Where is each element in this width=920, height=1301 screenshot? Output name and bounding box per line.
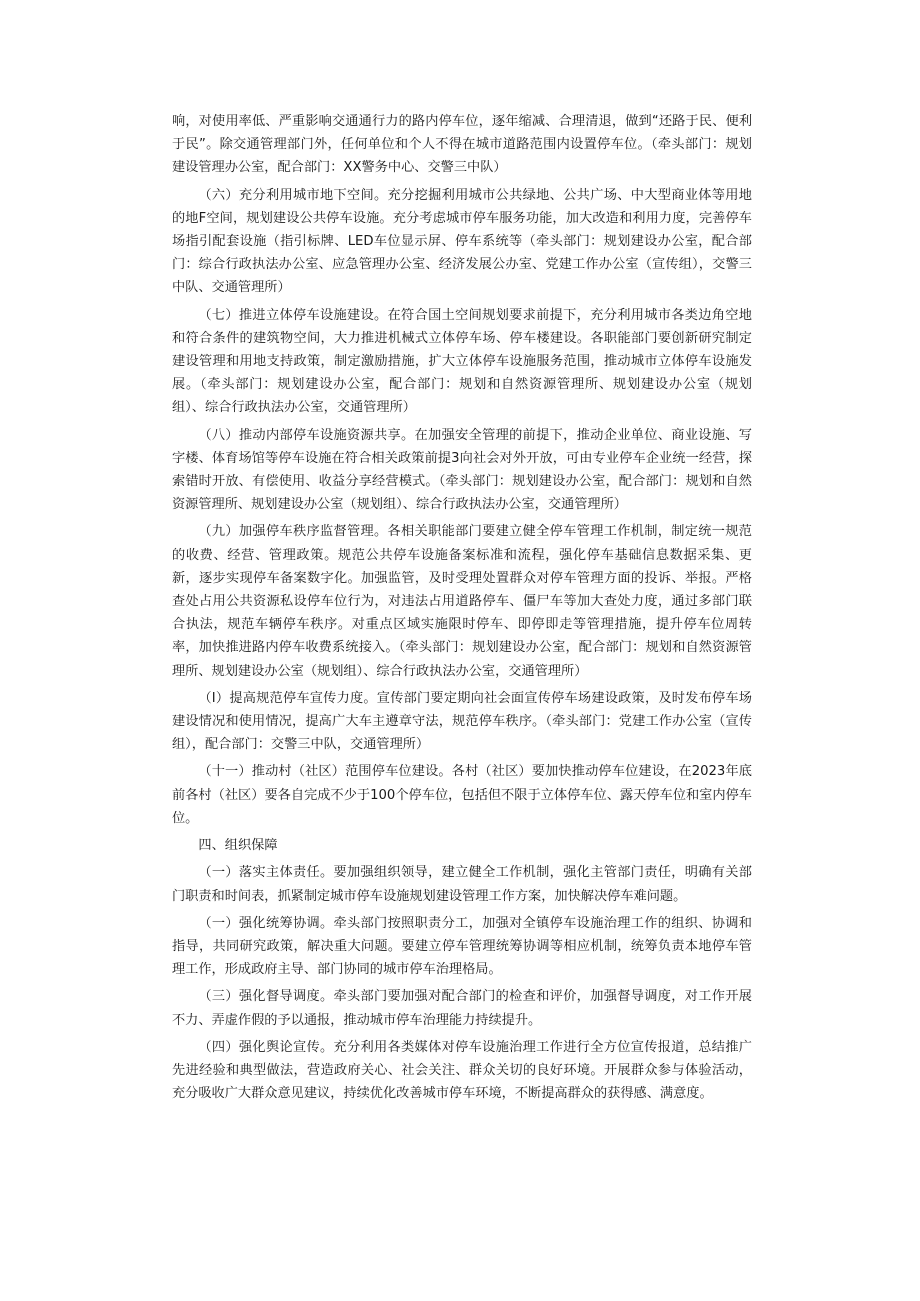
paragraph-item-10: （I）提高规范停车宣传力度。宣传部门要定期向社会面宣传停车场建设政策，及时发布停车场建设情况和使用情况，提高广大车主遵章守法，规范停车秩序。（牵头部门：党建工作办公室（宣传组），配合部门：交警三中队，交通管理所） [172,690,752,753]
paragraph-item-7: （七）推进立体停车设施建设。在符合国土空间规划要求前提下，充分利用城市各类边角空地和符合条件的建筑物空间，大力推进机械式立体停车场、停车楼建设。各职能部门要创新研究制定建设管理和用地支持政策，制定激励措施，扩大立体停车设施服务范围，推动城市立体停车设施发展。（牵头部门：规划建设办公室，配合部门：规划和自然资源管理所、规划建设办公室（规划组）、综合行政执法办公室，交通管理所） [172,307,752,416]
paragraph-continuation: 响，对使用率低、严重影响交通通行力的路内停车位，逐年缩减、合理清退，做到“还路于民、便利于民”。除交通管理部门外，任何单位和个人不得在城市道路范围内设置停车位。（牵头部门：规划建设管理办公室，配合部门：XX警务中心、交警三中队） [172,114,752,176]
paragraph-item-11: （十一）推动村（社区）范围停车位建设。各村（社区）要加快推动停车位建设，在2023年底前各村（社区）要各自完成不少于100个停车位，包括但不限于立体停车位、露天停车位和室内停车位。 [172,764,752,826]
paragraph-item-8: （八）推动内部停车设施资源共享。在加强安全管理的前提下，推动企业单位、商业设施、写字楼、体育场馆等停车设施在符合相关政策前提3向社会对外开放，可由专业停车企业统一经营，探索错时开放、有偿使用、收益分享经营模式。（牵头部门：规划建设办公室，配合部门：规划和自然资源管理所、规划建设办公室（规划组）、综合行政执法办公室，交通管理所） [172,427,752,513]
paragraph-guarantee-3: （三）强化督导调度。牵头部门要加强对配合部门的检查和评价，加强督导调度，对工作开展不力、弄虚作假的予以通报，推动城市停车治理能力持续提升。 [172,989,752,1028]
paragraph-item-6: （六）充分利用城市地下空间。充分挖掘利用城市公共绿地、公共广场、中大型商业体等用地的地F空间，规划建设公共停车设施。充分考虑城市停车服务功能，加大改造和利用力度，完善停车场指引配套设施（指引标牌、LED车位显示屏、停车系统等（牵头部门：规划建设办公室，配合部门：综合行政执法办公室、应急管理办公室、经济发展公办室、党建工作办公室（宣传组），交警三中队、交通管理所） [172,187,752,296]
section-heading-organization: 四、组织保障 [198,838,278,854]
paragraph-guarantee-2: （一）强化统筹协调。牵头部门按照职责分工，加强对全镇停车设施治理工作的组织、协调和指导，共同研究政策，解决重大问题。要建立停车管理统筹协调等相应机制，统筹负责本地停车管理工作，形成政府主导、部门协同的城市停车治理格局。 [172,915,752,978]
paragraph-item-9: （九）加强停车秩序监督管理。各相关职能部门要建立健全停车管理工作机制，制定统一规范的收费、经营、管理政策。规范公共停车设施备案标准和流程，强化停车基础信息数据采集、更新，逐步实现停车备案数字化。加强监管，及时受理处置群众对停车管理方面的投诉、举报。严格查处占用公共资源私设停车位行为，对违法占用道路停车、僵尸车等加大查处力度，通过多部门联合执法，规范车辆停车秩序。对重点区域实施限时停车、即停即走等管理措施，提升停车位周转率，加快推进路内停车收费系统接入。（牵头部门：规划建设办公室，配合部门：规划和自然资源管理所、规划建设办公室（规划组）、综合行政执法办公室，交通管理所） [172,524,752,679]
paragraph-guarantee-4: （四）强化舆论宣传。充分利用各类媒体对停车设施治理工作进行全方位宣传报道，总结推广先进经验和典型做法，营造政府关心、社会关注、群众关切的良好环境。开展群众参与体验活动，充分吸收广大群众意见建议，持续优化改善城市停车环境，不断提高群众的获得感、满意度。 [172,1039,752,1102]
paragraph-guarantee-1: （一）落实主体责任。要加强组织领导，建立健全工作机制，强化主管部门责任，明确有关部门职责和时间表，抓紧制定城市停车设施规划建设管理工作方案，加快解决停车难问题。 [172,865,752,904]
document-page [172,110,752,1109]
